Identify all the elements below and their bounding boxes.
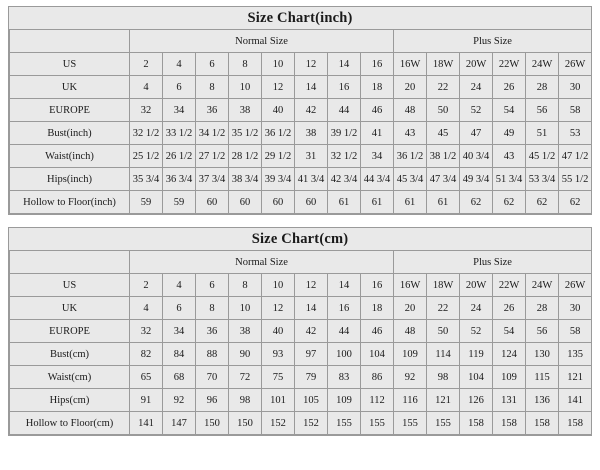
table-cell: 49 [493,122,526,145]
table-cell: 38 [229,320,262,343]
row-label: Bust(cm) [10,343,130,366]
table-cell: 79 [295,366,328,389]
table-cell: 31 [295,145,328,168]
table-cell: 54 [493,320,526,343]
table-row [10,412,592,435]
table-cell: 61 [328,191,361,214]
table-cell: 29 1/2 [262,145,295,168]
table-cell: 12 [295,53,328,76]
table-cell: 39 1/2 [328,122,361,145]
table-cell: 18 [361,76,394,99]
table-cell: 26 [493,76,526,99]
table-cell: 6 [163,76,196,99]
table-cell: 60 [295,191,328,214]
table-cell: 100 [328,343,361,366]
table-cell: 40 [262,320,295,343]
table-row [10,274,592,297]
group-header-normal-size: Normal Size [130,251,394,274]
table-cell: 25 1/2 [130,145,163,168]
table-cell: 34 [361,145,394,168]
table-cell: 36 3/4 [163,168,196,191]
table-cell: 36 [196,320,229,343]
row-label: EUROPE [10,99,130,122]
table-cell: 12 [262,297,295,320]
table-row [10,366,592,389]
table-cell: 12 [295,274,328,297]
table-cell: 105 [295,389,328,412]
table-cell: 58 [559,99,592,122]
table-cell: 65 [130,366,163,389]
table-cell: 22 [427,76,460,99]
table-cell: 26W [559,274,592,297]
table-cell: 34 [163,320,196,343]
table-cell: 116 [394,389,427,412]
table-cell: 121 [559,366,592,389]
table-cell: 130 [526,343,559,366]
table-row [10,76,592,99]
table-row [10,145,592,168]
table-cell: 24 [460,297,493,320]
row-label: EUROPE [10,320,130,343]
table-cell: 84 [163,343,196,366]
table-cell: 158 [526,412,559,435]
table-cell: 98 [229,389,262,412]
table-cell: 104 [460,366,493,389]
table-cell: 155 [328,412,361,435]
table-cell: 43 [493,145,526,168]
table-cell: 51 [526,122,559,145]
table-cell: 56 [526,99,559,122]
table-cell: 14 [295,76,328,99]
row-label: Hollow to Floor(cm) [10,412,130,435]
table-cell: 16W [394,274,427,297]
table-row [10,191,592,214]
chart-spacer [0,215,600,221]
table-cell: 60 [262,191,295,214]
table-cell: 44 [328,99,361,122]
table-cell: 93 [262,343,295,366]
table-cell: 16 [361,53,394,76]
table-cell: 62 [526,191,559,214]
table-cell: 36 1/2 [262,122,295,145]
table-cell: 53 3/4 [526,168,559,191]
table-cell: 27 1/2 [196,145,229,168]
table-cell: 101 [262,389,295,412]
table-cell: 20 [394,297,427,320]
row-label: Waist(cm) [10,366,130,389]
table-cell: 10 [229,297,262,320]
table-cell: 24 [460,76,493,99]
table-cell: 126 [460,389,493,412]
table-cell: 26W [559,53,592,76]
table-cell: 4 [130,76,163,99]
table-cell: 55 1/2 [559,168,592,191]
table-cell: 18 [361,297,394,320]
corner-cell [10,251,130,274]
table-cell: 83 [328,366,361,389]
table-cell: 150 [229,412,262,435]
table-cell: 30 [559,76,592,99]
table-cell: 158 [460,412,493,435]
table-cell: 114 [427,343,460,366]
table-cell: 44 [328,320,361,343]
row-label: Hips(inch) [10,168,130,191]
table-cell: 32 1/2 [130,122,163,145]
table-cell: 16 [328,76,361,99]
table-cell: 47 [460,122,493,145]
table-cell: 40 3/4 [460,145,493,168]
table-cell: 28 [526,297,559,320]
table-cell: 135 [559,343,592,366]
table-cell: 50 [427,99,460,122]
row-label: Bust(inch) [10,122,130,145]
group-header-plus-size: Plus Size [394,251,592,274]
table-cell: 8 [196,76,229,99]
table-row [10,320,592,343]
table-cell: 136 [526,389,559,412]
table-cell: 4 [163,53,196,76]
table-row [10,168,592,191]
table-cell: 70 [196,366,229,389]
table-cell: 48 [394,99,427,122]
table-cell: 16 [328,297,361,320]
table-cell: 22W [493,274,526,297]
size-chart-block-1 [8,6,592,215]
table-cell: 155 [427,412,460,435]
table-cell: 141 [559,389,592,412]
table-cell: 26 1/2 [163,145,196,168]
table-cell: 8 [196,297,229,320]
row-label: Hollow to Floor(inch) [10,191,130,214]
table-cell: 36 1/2 [394,145,427,168]
table-cell: 38 3/4 [229,168,262,191]
table-cell: 35 1/2 [229,122,262,145]
table-cell: 98 [427,366,460,389]
table-cell: 60 [229,191,262,214]
table-cell: 33 1/2 [163,122,196,145]
table-cell: 45 1/2 [526,145,559,168]
table-cell: 53 [559,122,592,145]
table-cell: 22 [427,297,460,320]
table-cell: 47 3/4 [427,168,460,191]
table-row [10,389,592,412]
table-cell: 131 [493,389,526,412]
table-cell: 34 1/2 [196,122,229,145]
table-cell: 40 [262,99,295,122]
table-cell: 14 [328,53,361,76]
table-cell: 22W [493,53,526,76]
chart-title: Size Chart(cm) [251,231,349,247]
table-cell: 97 [295,343,328,366]
table-cell: 26 [493,297,526,320]
row-label: US [10,274,130,297]
table-cell: 18W [427,53,460,76]
table-cell: 59 [163,191,196,214]
table-cell: 91 [130,389,163,412]
table-cell: 96 [196,389,229,412]
table-cell: 6 [196,53,229,76]
table-cell: 41 [361,122,394,145]
table-cell: 42 [295,99,328,122]
table-cell: 158 [493,412,526,435]
chart-title: Size Chart(inch) [247,10,353,26]
table-cell: 32 1/2 [328,145,361,168]
row-label: Hips(cm) [10,389,130,412]
table-cell: 6 [163,297,196,320]
table-cell: 92 [394,366,427,389]
table-cell: 115 [526,366,559,389]
row-label: Waist(inch) [10,145,130,168]
size-charts-root [0,6,600,436]
table-cell: 32 [130,99,163,122]
table-cell: 38 [295,122,328,145]
table-cell: 2 [130,53,163,76]
table-cell: 82 [130,343,163,366]
table-cell: 109 [493,366,526,389]
table-cell: 68 [163,366,196,389]
table-cell: 12 [262,76,295,99]
group-header-plus-size: Plus Size [394,30,592,53]
table-row [10,99,592,122]
table-cell: 38 1/2 [427,145,460,168]
table-cell: 152 [295,412,328,435]
table-cell: 10 [262,53,295,76]
table-cell: 49 3/4 [460,168,493,191]
size-chart-block-2 [8,227,592,436]
table-cell: 158 [559,412,592,435]
table-cell: 58 [559,320,592,343]
table-cell: 50 [427,320,460,343]
table-cell: 38 [229,99,262,122]
table-cell: 109 [328,389,361,412]
table-cell: 61 [394,191,427,214]
table-cell: 45 3/4 [394,168,427,191]
table-row [10,122,592,145]
table-cell: 46 [361,320,394,343]
table-cell: 60 [196,191,229,214]
table-cell: 42 [295,320,328,343]
table-cell: 20 [394,76,427,99]
table-cell: 51 3/4 [493,168,526,191]
table-cell: 46 [361,99,394,122]
table-cell: 121 [427,389,460,412]
size-chart-table [9,29,592,214]
table-cell: 36 [196,99,229,122]
table-cell: 10 [262,274,295,297]
table-cell: 62 [493,191,526,214]
table-cell: 52 [460,320,493,343]
table-cell: 39 3/4 [262,168,295,191]
table-cell: 35 3/4 [130,168,163,191]
table-cell: 14 [295,297,328,320]
table-cell: 41 3/4 [295,168,328,191]
size-chart-table [9,250,592,435]
table-cell: 2 [130,274,163,297]
table-cell: 16W [394,53,427,76]
table-cell: 20W [460,53,493,76]
table-cell: 28 1/2 [229,145,262,168]
table-cell: 4 [163,274,196,297]
table-cell: 59 [130,191,163,214]
table-cell: 54 [493,99,526,122]
table-cell: 32 [130,320,163,343]
table-cell: 62 [460,191,493,214]
table-cell: 45 [427,122,460,145]
table-row [10,297,592,320]
table-cell: 141 [130,412,163,435]
table-cell: 48 [394,320,427,343]
table-cell: 62 [559,191,592,214]
table-cell: 61 [361,191,394,214]
table-cell: 56 [526,320,559,343]
table-cell: 8 [229,274,262,297]
table-cell: 47 1/2 [559,145,592,168]
table-row [10,53,592,76]
table-cell: 88 [196,343,229,366]
table-cell: 44 3/4 [361,168,394,191]
table-cell: 43 [394,122,427,145]
table-cell: 24W [526,274,559,297]
table-cell: 119 [460,343,493,366]
table-cell: 152 [262,412,295,435]
table-cell: 24W [526,53,559,76]
table-cell: 124 [493,343,526,366]
table-cell: 34 [163,99,196,122]
table-cell: 155 [394,412,427,435]
table-cell: 75 [262,366,295,389]
table-cell: 72 [229,366,262,389]
table-row [10,343,592,366]
table-cell: 104 [361,343,394,366]
table-cell: 155 [361,412,394,435]
table-cell: 42 3/4 [328,168,361,191]
row-label: UK [10,297,130,320]
table-cell: 28 [526,76,559,99]
table-cell: 61 [427,191,460,214]
table-cell: 4 [130,297,163,320]
table-cell: 147 [163,412,196,435]
table-cell: 14 [328,274,361,297]
table-cell: 150 [196,412,229,435]
group-header-normal-size: Normal Size [130,30,394,53]
table-cell: 112 [361,389,394,412]
table-cell: 6 [196,274,229,297]
row-label: UK [10,76,130,99]
table-cell: 90 [229,343,262,366]
table-cell: 20W [460,274,493,297]
group-header-row [10,251,592,274]
table-cell: 16 [361,274,394,297]
group-header-row [10,30,592,53]
table-cell: 10 [229,76,262,99]
table-cell: 18W [427,274,460,297]
table-cell: 8 [229,53,262,76]
table-cell: 92 [163,389,196,412]
table-cell: 109 [394,343,427,366]
table-cell: 30 [559,297,592,320]
corner-cell [10,30,130,53]
table-cell: 37 3/4 [196,168,229,191]
row-label: US [10,53,130,76]
table-cell: 52 [460,99,493,122]
table-cell: 86 [361,366,394,389]
